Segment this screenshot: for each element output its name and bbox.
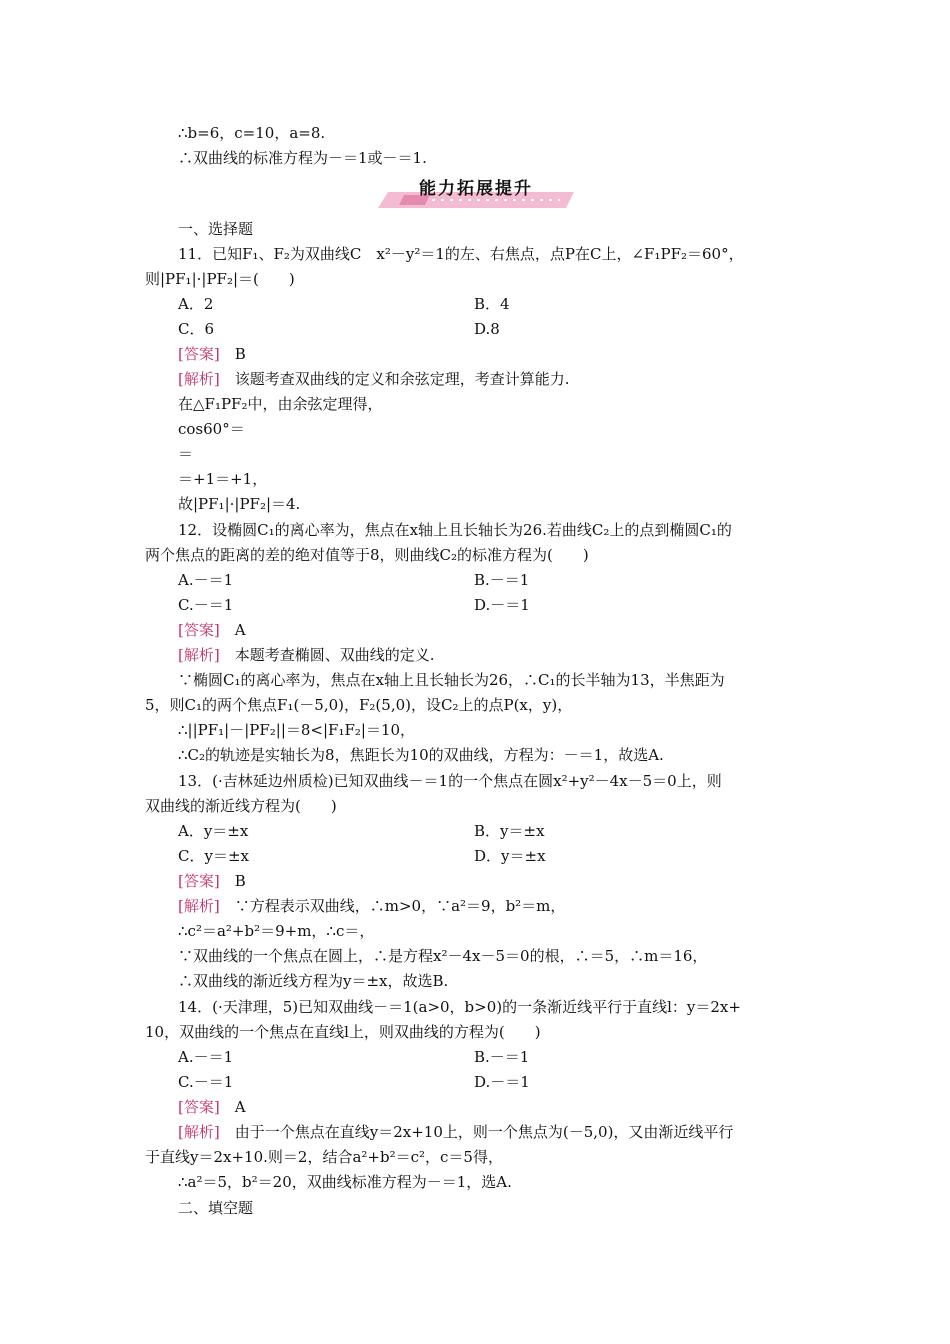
section-heading: 一、选择题 <box>178 220 254 238</box>
analysis-label: [解析] <box>178 646 220 664</box>
option-a: A.－＝1 <box>178 1048 234 1066</box>
option-b: B.－＝1 <box>474 571 530 589</box>
analysis-text: 由于一个焦点在直线y＝2x+10上，则一个焦点为(－5,0)，又由渐近线平行 <box>234 1123 734 1141</box>
text-line: 故|PF₁|·|PF₂|＝4. <box>178 495 301 513</box>
analysis-text: 本题考查椭圆、双曲线的定义. <box>234 646 435 664</box>
section-heading: 二、填空题 <box>178 1199 254 1217</box>
option-a: A．y＝±x <box>178 822 249 840</box>
answer-line <box>178 871 246 891</box>
text-line: ∵椭圆C₁的离心率为，焦点在x轴上且长轴长为26，∴C₁的长半轴为13，半焦距为 <box>178 671 725 689</box>
option-c: C．6 <box>178 320 215 338</box>
option-d: D．y＝±x <box>474 847 546 865</box>
answer-value: A <box>234 1098 246 1116</box>
text-line: ∴双曲线的标准方程为－＝1或－＝1. <box>178 149 427 167</box>
answer-label: [答案] <box>178 345 220 363</box>
option-b: B．y＝±x <box>474 822 545 840</box>
answer-line <box>178 344 246 364</box>
answer-line <box>178 1097 246 1117</box>
answer-line <box>178 620 246 640</box>
analysis-label: [解析] <box>178 370 220 388</box>
answer-value: A <box>234 621 246 639</box>
text-line: 于直线y＝2x+10.则＝2，结合a²+b²＝c²，c＝5得， <box>145 1148 503 1166</box>
analysis-text: 该题考查双曲线的定义和余弦定理，考查计算能力. <box>234 370 570 388</box>
option-b: B.－＝1 <box>474 1048 530 1066</box>
answer-label: [答案] <box>178 872 220 890</box>
option-d: D.－＝1 <box>474 596 530 614</box>
option-c: C．y＝±x <box>178 847 249 865</box>
analysis-text: ∵方程表示双曲线，∴m>0，∵a²＝9，b²＝m， <box>234 897 566 915</box>
text-line: ∴a²＝5，b²＝20，双曲线标准方程为－＝1，选A. <box>178 1173 512 1191</box>
text-line: ∴C₂的轨迹是实轴长为8，焦距长为10的双曲线，方程为：－＝1，故选A. <box>178 746 664 764</box>
option-a: A.－＝1 <box>178 571 234 589</box>
text-line: cos60°＝ <box>178 420 245 438</box>
text-line: ∵双曲线的一个焦点在圆上，∴是方程x²－4x－5＝0的根，∴＝5，∴m＝16， <box>178 947 708 965</box>
question-text: 两个焦点的距离的差的绝对值等于8，则曲线C₂的标准方程为( ) <box>145 546 589 564</box>
answer-label: [答案] <box>178 1098 220 1116</box>
option-b: B．4 <box>474 295 510 313</box>
question-text: 双曲线的渐近线方程为( ) <box>145 797 337 815</box>
option-d: D.－＝1 <box>474 1073 530 1091</box>
analysis-label: [解析] <box>178 1123 220 1141</box>
text-line: ∴c²＝a²+b²＝9+m，∴c＝， <box>178 922 375 940</box>
banner-title: 能力拓展提升 <box>419 179 533 199</box>
text-line: ＝+1＝+1， <box>178 470 268 488</box>
question-text: 10，双曲线的一个焦点在直线l上，则双曲线的方程为( ) <box>145 1023 541 1041</box>
text-line: ＝ <box>178 445 194 463</box>
analysis-label: [解析] <box>178 897 220 915</box>
text-line: ∴双曲线的渐近线方程为y＝±x，故选B. <box>178 972 449 990</box>
text-line: 5，则C₁的两个焦点F₁(－5,0)，F₂(5,0)，设C₂上的点P(x，y)， <box>145 696 573 714</box>
analysis-line <box>178 369 570 389</box>
question-text: 12．设椭圆C₁的离心率为，焦点在x轴上且长轴长为26.若曲线C₂上的点到椭圆C₁的 <box>178 521 732 539</box>
answer-value: B <box>234 872 246 890</box>
text-line: ∴b=6，c=10，a=8. <box>178 124 326 142</box>
answer-label: [答案] <box>178 621 220 639</box>
question-text: 则|PF₁|·|PF₂|＝( ) <box>145 270 295 288</box>
question-text: 11．已知F₁、F₂为双曲线C x²－y²＝1的左、右焦点，点P在C上，∠F₁PF₂＝60°， <box>178 245 744 263</box>
question-text: 14．(·天津理，5)已知双曲线－＝1(a>0，b>0)的一条渐近线平行于直线l：y＝2x+ <box>178 998 741 1016</box>
analysis-line <box>178 896 565 916</box>
analysis-line <box>178 1122 733 1142</box>
answer-value: B <box>234 345 246 363</box>
option-c: C.－＝1 <box>178 1073 234 1091</box>
option-d: D.8 <box>474 320 500 338</box>
question-text: 13．(·吉林延边州质检)已知双曲线－＝1的一个焦点在圆x²+y²－4x－5＝0上，则 <box>178 772 722 790</box>
text-line: ∴||PF₁|－|PF₂||＝8<|F₁F₂|＝10， <box>178 721 416 739</box>
option-c: C.－＝1 <box>178 596 234 614</box>
text-line: 在△F₁PF₂中，由余弦定理得， <box>178 395 383 413</box>
section-banner <box>370 178 582 210</box>
option-a: A．2 <box>178 295 214 313</box>
analysis-line <box>178 645 435 665</box>
